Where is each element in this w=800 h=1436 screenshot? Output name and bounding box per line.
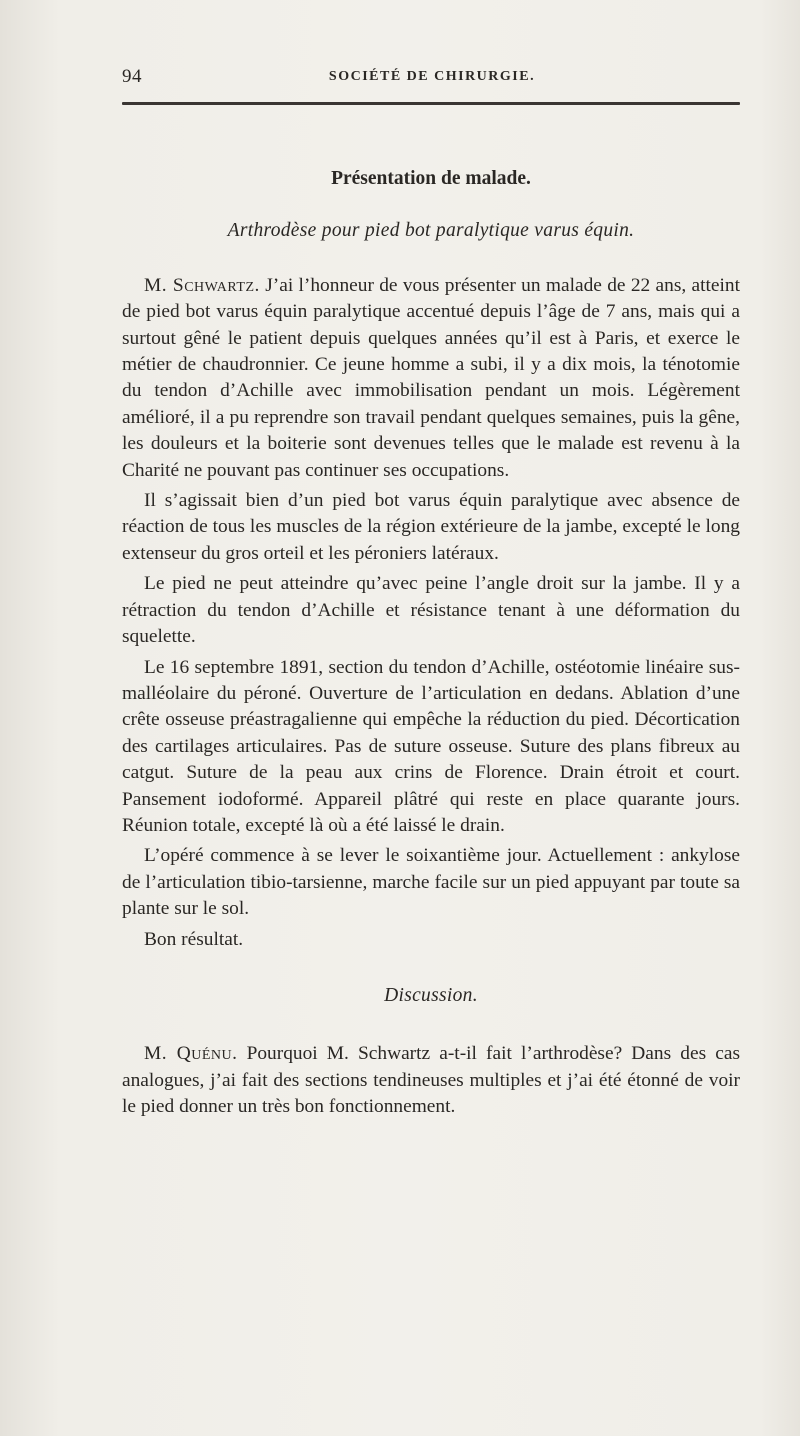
running-title: SOCIÉTÉ DE CHIRURGIE. [328,69,536,84]
paragraph: L’opéré commence à se lever le soixantième jour. Actuellement : ankylose de l’articulation tibio-tarsienne, marche facile sur un pied appuyant par toute sa plante sur le sol. [122,845,740,920]
speaker-name: M. Schwartz. [144,274,260,296]
discussion-title: Discussion. [384,984,478,1006]
paragraph: Le 16 septembre 1891, section du tendon d’Achille, ostéotomie linéaire sus-malléolaire du péroné. Ouverture de l’articulation en dedans. Ablation d’une crête osseuse préastragalienne qui empêche la réduction du pied. Décortication des cartilages articulaires. Pas de suture osseuse. Suture des plans fibreux au catgut. Suture de la peau aux crins de Florence. Drain étroit et court. Pansement iodoformé. Appareil plâtré qui reste en place quarante jours. Réunion totale, excepté là où a été laissé le drain. [122,656,740,836]
paragraph-text: J’ai l’honneur de vous présenter un malade de 22 ans, atteint de pied bot varus équin paralytique accentué depuis l’âge de 7 ans, mais qui a surtout gêné le patient depuis quelques années qu’il est à Paris, et exerce le métier de chaudronnier. Ce jeune homme a subi, il y a dix mois, la ténotomie du tendon d’Achille avec immobilisation pendant un mois. Légèrement amélioré, il a pu reprendre son travail pendant quelques semaines, puis la gêne, les douleurs et la boiterie sont devenues telles que le malade est revenu à la Charité ne pouvant pas continuer ses occupations. [122,274,741,481]
paragraph-quenu [122,1041,740,1120]
paragraph: Il s’agissait bien d’un pied bot varus équin paralytique avec absence de réaction de tous les muscles de la région extérieure de la jambe, excepté le long extenseur du gros orteil et les péroniers latéraux. [122,490,740,564]
page-content [122,166,740,1121]
section-subtitle: Arthrodèse pour pied bot paralytique varus équin. [227,220,635,242]
paragraph: Bon résultat. [144,928,244,950]
page-number: 94 [122,66,142,87]
header-rule [122,102,740,105]
paragraph-text: Pourquoi M. Schwartz a-t-il fait l’arthrodèse? Dans des cas analogues, j’ai fait des sections tendineuses multiples et j’ai été étonné de voir le pied donner un très bon fonctionnement. [122,1043,740,1118]
paragraph-schwartz [122,273,740,484]
running-head [122,66,742,92]
speaker-name: M. Quénu. [144,1043,238,1065]
paragraph: Le pied ne peut atteindre qu’avec peine l’angle droit sur la jambe. Il y a rétraction du tendon d’Achille et résistance tenant à une déformation du squelette. [122,573,740,648]
section-title: Présentation de malade. [331,168,531,189]
